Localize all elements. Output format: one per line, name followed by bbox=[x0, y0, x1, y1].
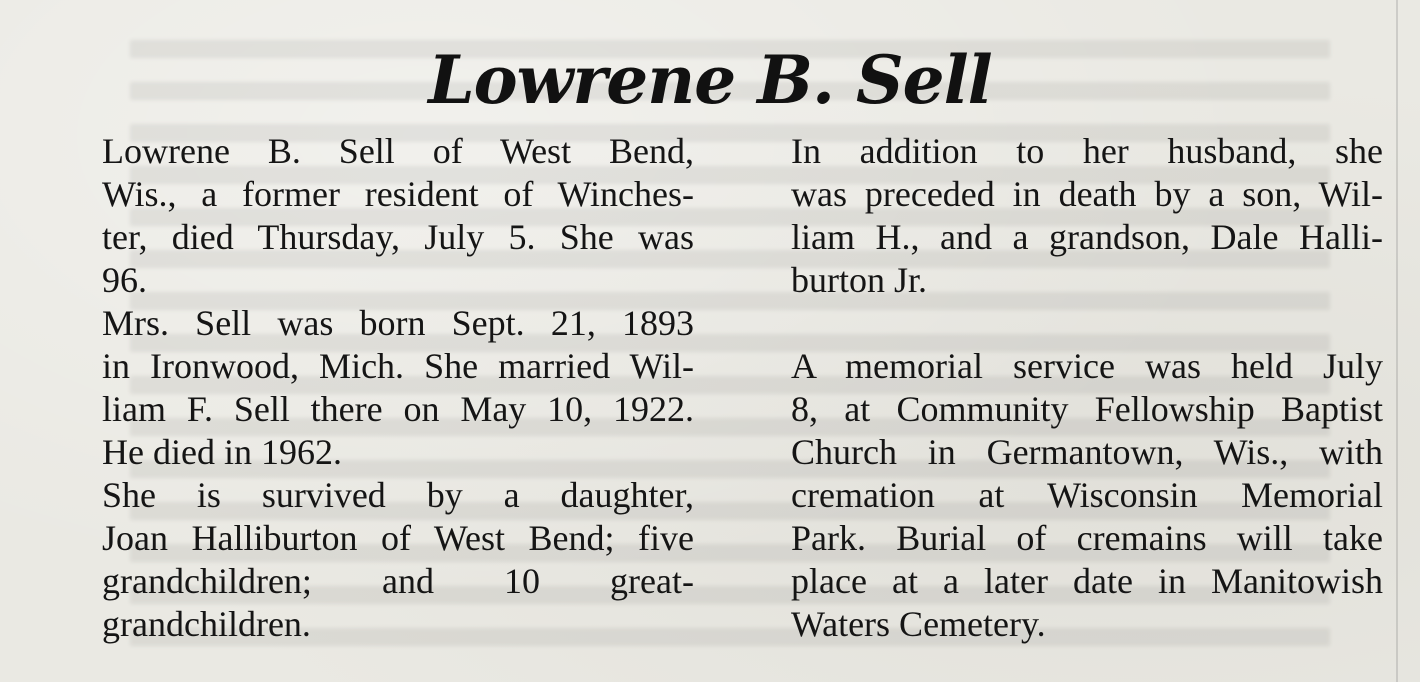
paragraph-death-notice bbox=[58, 130, 694, 302]
text-line: Church in Germantown, Wis., with bbox=[791, 432, 1383, 472]
paragraph-memorial-service bbox=[747, 345, 1383, 646]
obituary-headline: Lowrene B. Sell bbox=[428, 41, 992, 119]
text-line: She is survived by a daughter, bbox=[102, 475, 694, 515]
text-line: Joan Halliburton of West Bend; five bbox=[102, 518, 694, 558]
paragraph-gap bbox=[747, 302, 1383, 345]
paragraph-preceded-in-death bbox=[747, 130, 1383, 302]
text-line: place at a later date in Manitowish bbox=[791, 561, 1383, 601]
text-line: grandchildren; and 10 great- bbox=[102, 561, 694, 601]
text-line: liam F. Sell there on May 10, 1922. bbox=[102, 389, 694, 429]
text-line: Waters Cemetery. bbox=[791, 604, 1046, 644]
text-line: 96. bbox=[102, 260, 147, 300]
text-line: was preceded in death by a son, Wil- bbox=[791, 174, 1383, 214]
text-line: In addition to her husband, she bbox=[791, 131, 1383, 171]
text-line: ter, died Thursday, July 5. She was bbox=[102, 217, 694, 257]
text-line: burton Jr. bbox=[791, 260, 928, 300]
text-line: Lowrene B. Sell of West Bend, bbox=[102, 131, 694, 171]
text-line: He died in 1962. bbox=[102, 432, 342, 472]
text-line: Park. Burial of cremains will take bbox=[791, 518, 1383, 558]
right-column bbox=[747, 130, 1383, 646]
text-line: grandchildren. bbox=[102, 604, 311, 644]
paragraph-birth-marriage bbox=[58, 302, 694, 474]
paragraph-survivors bbox=[58, 474, 694, 646]
text-line: 8, at Community Fellowship Baptist bbox=[791, 389, 1383, 429]
text-line: Mrs. Sell was born Sept. 21, 1893 bbox=[102, 303, 694, 343]
text-line: liam H., and a grandson, Dale Halli- bbox=[791, 217, 1383, 257]
text-line: in Ironwood, Mich. She married Wil- bbox=[102, 346, 694, 386]
left-column bbox=[58, 130, 694, 646]
text-line: Wis., a former resident of Winches- bbox=[102, 174, 694, 214]
text-line: cremation at Wisconsin Memorial bbox=[791, 475, 1383, 515]
text-line: A memorial service was held July bbox=[791, 346, 1383, 386]
